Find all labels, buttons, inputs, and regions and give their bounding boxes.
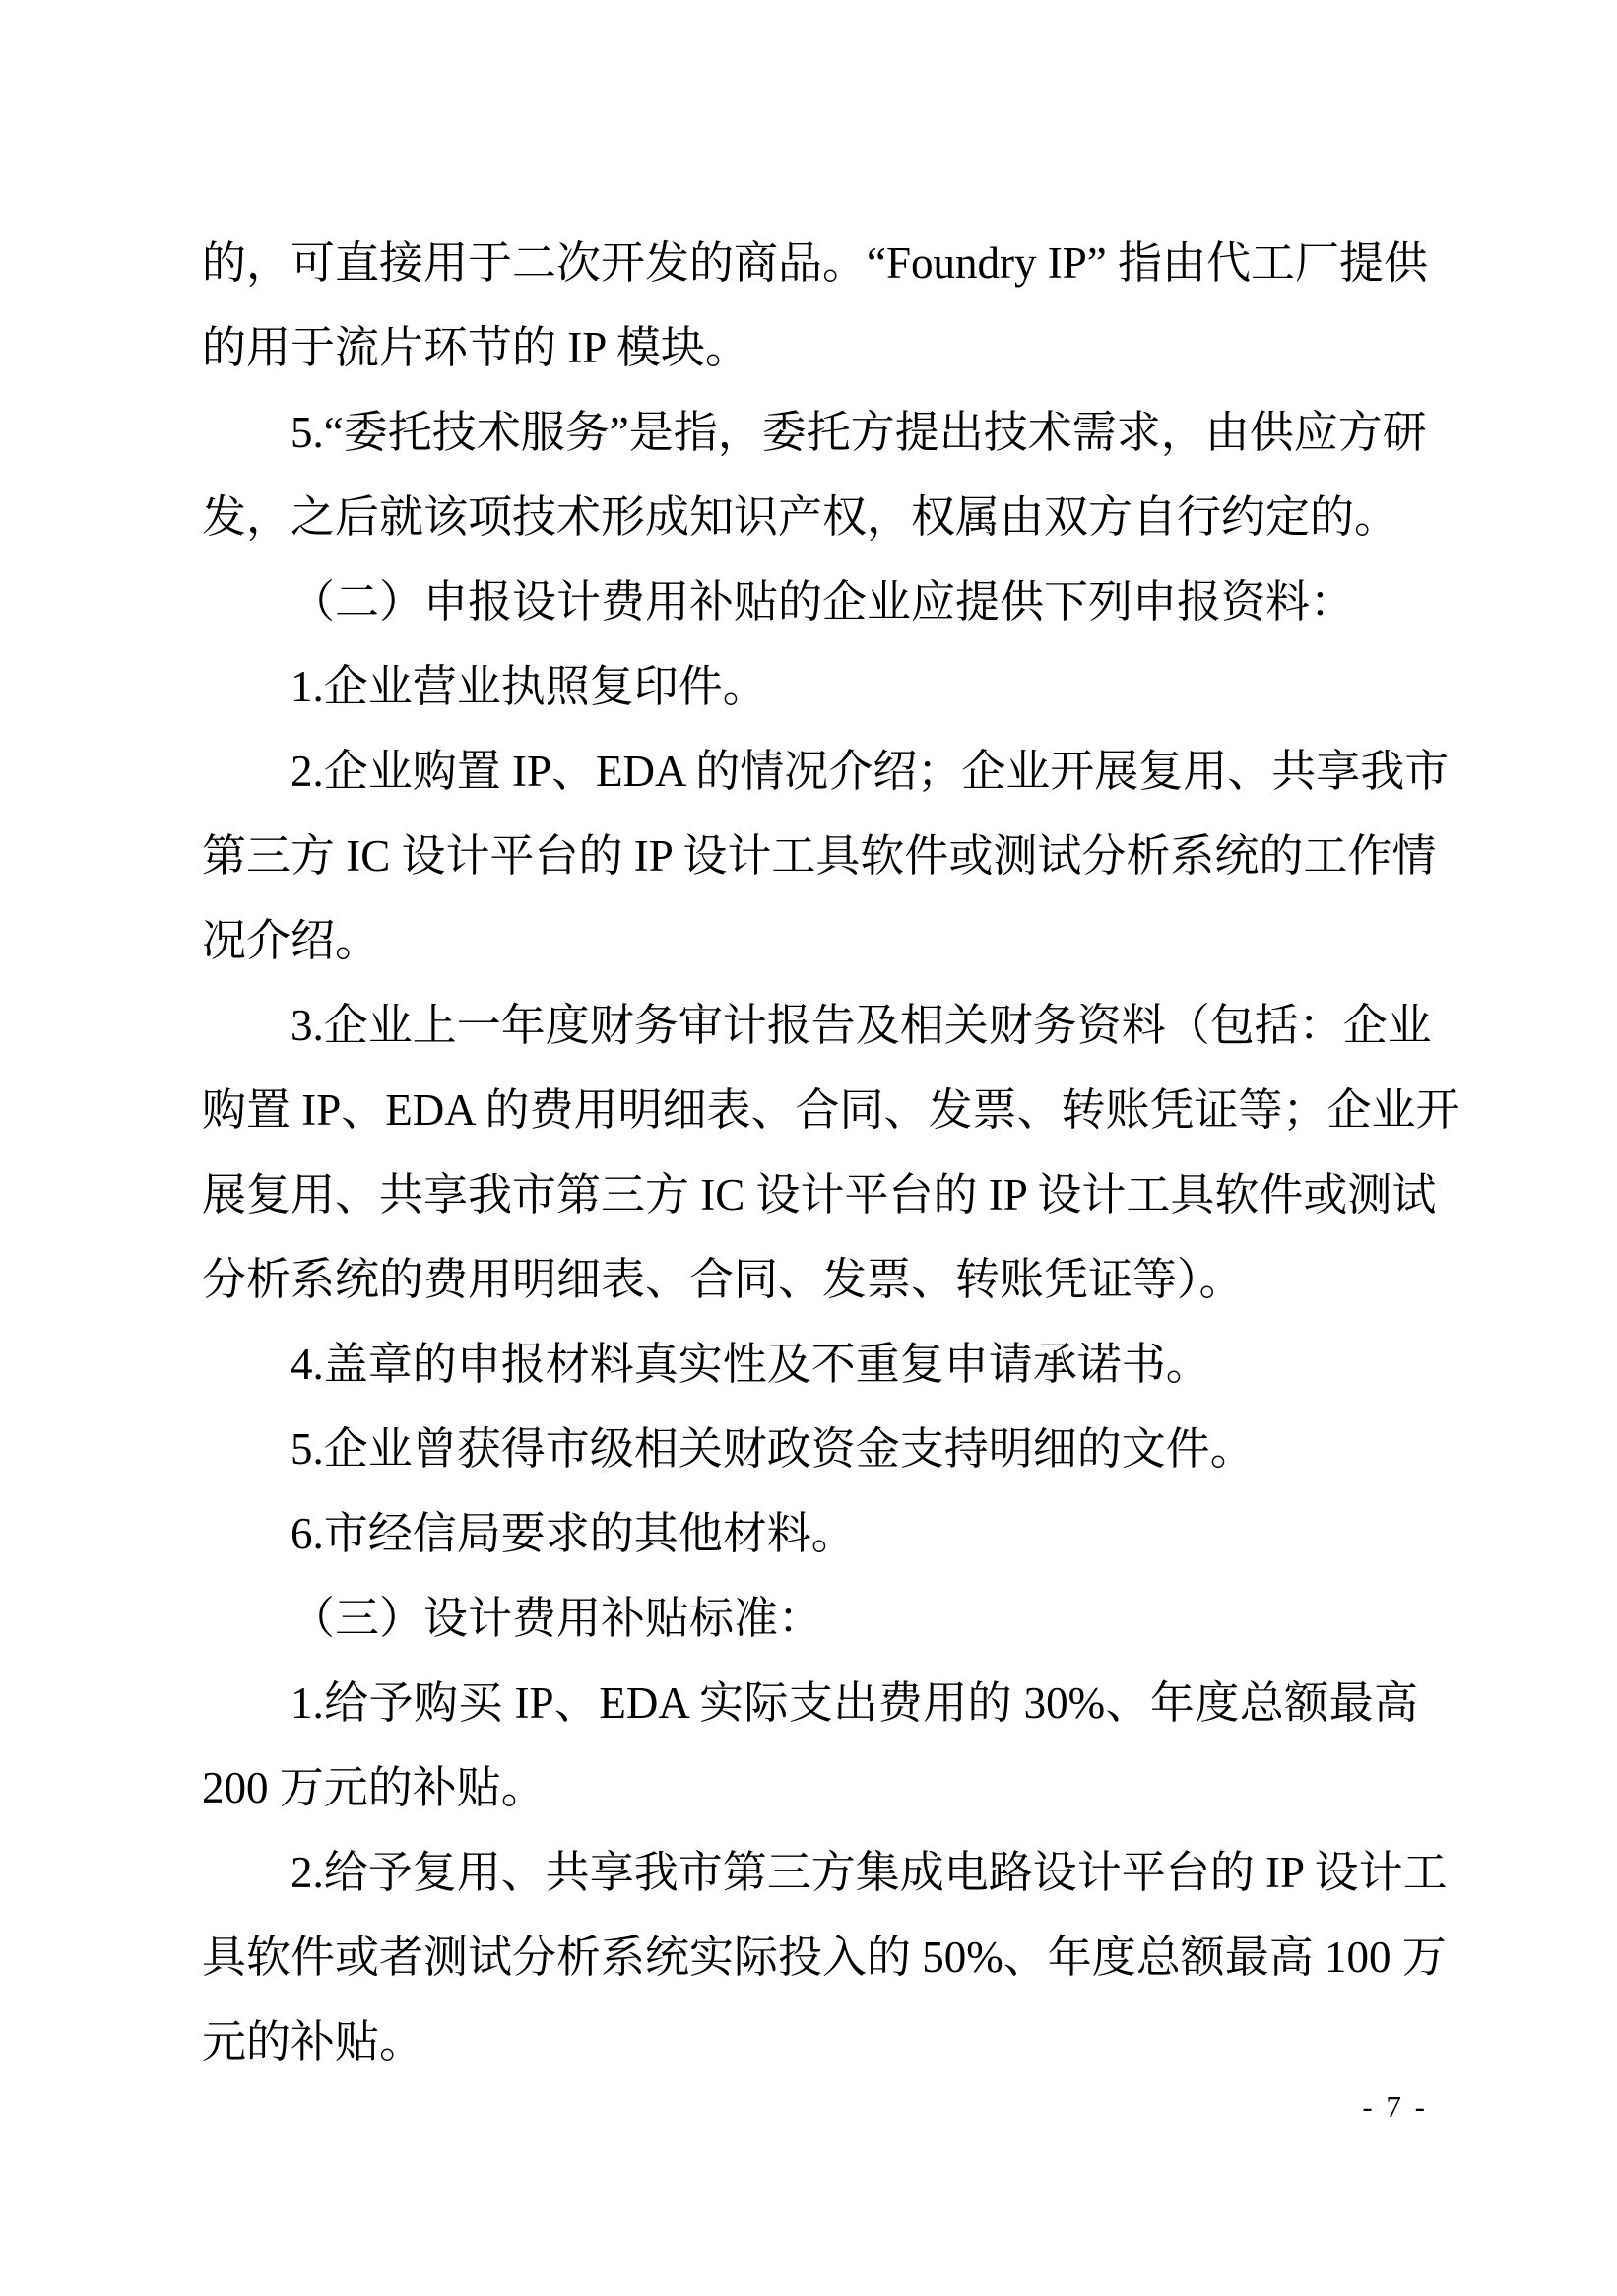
document-body [202,221,1460,2084]
page-number: - 7 - [1362,2089,1428,2124]
text-line-section-heading: （二）申报设计费用补贴的企业应提供下列申报资料： [291,577,1355,626]
text-line: 第三方 IC 设计平台的 IP 设计工具软件或测试分析系统的工作情 [202,831,1437,881]
text-line-list-item: 1.企业营业执照复印件。 [291,662,767,711]
text-line: 分析系统的费用明细表、合同、发票、转账凭证等）。 [202,1255,1244,1304]
text-line-list-item: 2.企业购置 IP、EDA 的情况介绍；企业开展复用、共享我市 [291,747,1450,796]
text-line: 的用于流片环节的 IP 模块。 [202,323,749,372]
text-line: 5.“委托技术服务”是指，委托方提出技术需求，由供应方研 [291,408,1427,457]
text-line-list-item: 3.企业上一年度财务审计报告及相关财务资料（包括：企业 [291,1001,1432,1050]
text-line: 200 万元的补贴。 [202,1763,546,1812]
text-line-list-item: 4.盖章的申报材料真实性及不重复申请承诺书。 [291,1340,1210,1389]
text-line-list-item: 1.给予购买 IP、EDA 实际支出费用的 30%、年度总额最高 [291,1678,1418,1728]
text-line: 元的补贴。 [202,2017,424,2066]
text-line-list-item: 5.企业曾获得市级相关财政资金支持明细的文件。 [291,1424,1255,1474]
text-line: 展复用、共享我市第三方 IC 设计平台的 IP 设计工具软件或测试 [202,1170,1437,1219]
text-line-section-heading: （三）设计费用补贴标准： [291,1594,823,1643]
text-line-list-item: 2.给予复用、共享我市第三方集成电路设计平台的 IP 设计工 [291,1848,1448,1897]
text-line: 的，可直接用于二次开发的商品。“Foundry IP” 指由代工厂提供 [202,238,1428,288]
text-line: 具软件或者测试分析系统实际投入的 50%、年度总额最高 100 万 [202,1933,1447,1982]
text-line: 况介绍。 [202,916,380,965]
text-line: 发，之后就该项技术形成知识产权，权属由双方自行约定的。 [202,492,1399,542]
text-line: 购置 IP、EDA 的费用明细表、合同、发票、转账凭证等；企业开 [202,1085,1460,1135]
text-line-list-item: 6.市经信局要求的其他材料。 [291,1509,856,1558]
